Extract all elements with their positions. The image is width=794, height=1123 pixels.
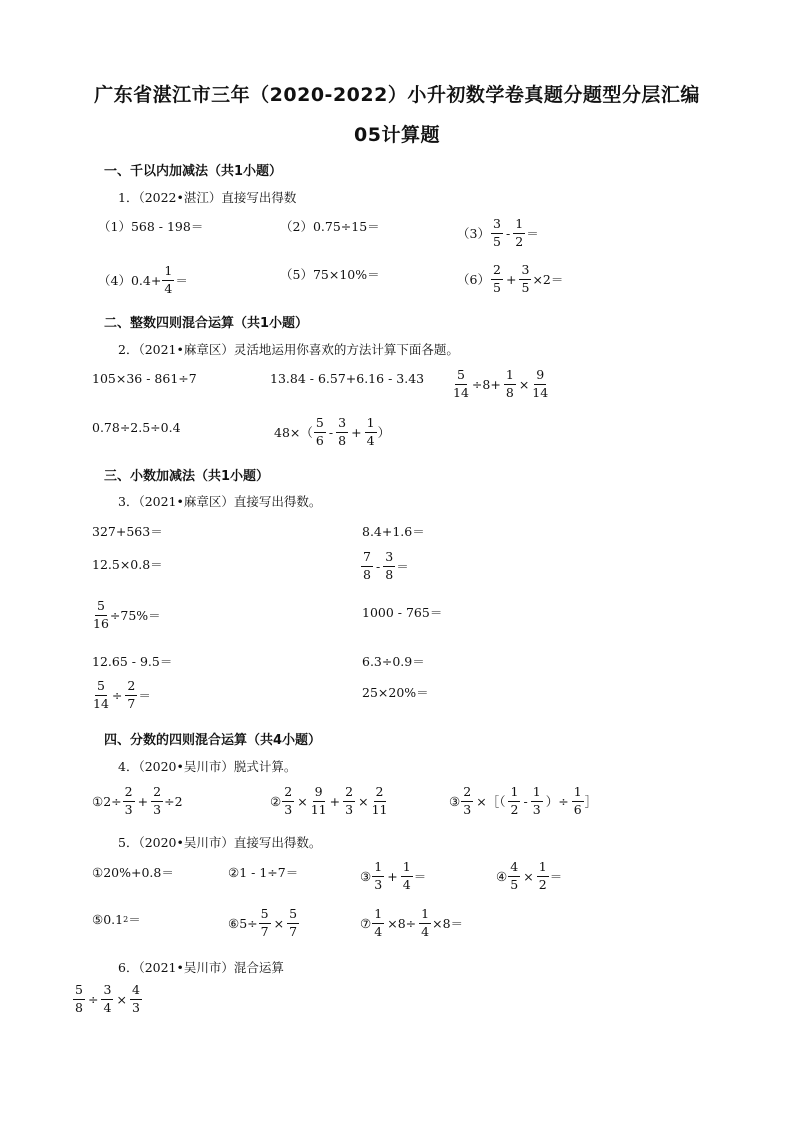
equals: ＝	[549, 869, 563, 884]
fraction	[130, 984, 142, 1014]
denominator: 3	[153, 801, 162, 817]
s1-item-2: （2）0.75÷15＝	[280, 219, 380, 234]
denominator: 3	[374, 876, 383, 892]
operator: -	[376, 558, 381, 574]
item-prefix: ②	[270, 793, 282, 809]
numerator: 1	[372, 861, 384, 877]
operator: ×	[523, 868, 534, 884]
fraction	[572, 786, 584, 816]
item-prefix: （4）0.4+	[98, 273, 162, 288]
item-suffix: ）	[377, 425, 391, 440]
numerator: 7	[361, 551, 373, 567]
numerator: 2	[491, 264, 503, 280]
numerator: 2	[461, 786, 473, 802]
denominator: 14	[93, 695, 109, 711]
page-subtitle: 05计算题	[354, 124, 440, 146]
s3-item-g: 12.65 - 9.5＝	[92, 654, 173, 669]
operator: ×8÷	[387, 915, 417, 931]
operator: -	[505, 225, 511, 241]
q5-item-1: ①20%+0.8＝	[92, 865, 174, 880]
fraction	[453, 369, 469, 399]
operator: +	[387, 868, 398, 884]
s1-item-4	[98, 265, 188, 295]
numerator: 2	[374, 786, 386, 802]
fraction	[383, 551, 395, 581]
denominator: 5	[492, 233, 501, 249]
denominator: 3	[463, 801, 472, 817]
denominator: 11	[310, 801, 327, 817]
fraction	[365, 417, 377, 447]
denominator: 4	[366, 432, 375, 448]
operator: ×	[116, 991, 127, 1007]
fraction	[419, 908, 431, 938]
denominator: 16	[93, 615, 109, 631]
denominator: 14	[453, 384, 469, 400]
fraction	[504, 369, 516, 399]
numerator: 1	[572, 786, 584, 802]
q6-item-1	[72, 984, 143, 1014]
fraction	[311, 786, 327, 816]
fraction	[343, 786, 355, 816]
numerator: 2	[343, 786, 355, 802]
item-prefix: 48×（	[274, 425, 313, 440]
numerator: 1	[513, 218, 525, 234]
denominator: 8	[338, 432, 347, 448]
denominator: 5	[492, 279, 501, 295]
denominator: 6	[315, 432, 324, 448]
item-suffix: ÷75%＝	[109, 608, 161, 623]
q5-item-3	[360, 861, 426, 891]
equals: ＝	[175, 273, 188, 288]
numerator: 1	[537, 861, 549, 877]
fraction	[282, 786, 294, 816]
item-suffix: ×8＝	[432, 916, 464, 931]
item-prefix: ⑦	[360, 915, 372, 931]
numerator: 3	[101, 984, 113, 1000]
fraction	[532, 369, 548, 399]
numerator: 1	[365, 417, 377, 433]
item-suffix: ］	[584, 794, 598, 809]
operator: +	[329, 793, 341, 809]
denominator: 3	[124, 801, 133, 817]
s1-item-6	[457, 264, 563, 294]
denominator: 8	[363, 566, 371, 582]
operator: ×	[518, 376, 530, 392]
item-prefix: （6）	[457, 272, 490, 287]
item-prefix: ③	[449, 793, 461, 809]
denominator: 4	[402, 876, 411, 892]
fraction	[287, 908, 299, 938]
denominator: 7	[127, 695, 136, 711]
denominator: 4	[374, 923, 383, 939]
denominator: 14	[532, 384, 549, 400]
fraction	[537, 861, 549, 891]
fraction	[162, 265, 174, 295]
s3-item-b: 8.4+1.6＝	[362, 524, 425, 539]
denominator: 3	[532, 801, 541, 817]
equals: ＝	[526, 226, 539, 241]
numerator: 2	[123, 786, 135, 802]
numerator: 9	[534, 369, 546, 385]
question-5-stem: 5．（2020•吴川市）直接写出得数。	[118, 835, 322, 850]
operator: ÷	[111, 687, 123, 703]
q5-item-6	[228, 908, 300, 938]
operator: ÷8+	[471, 376, 501, 392]
item-prefix: ④	[496, 868, 508, 884]
numerator: 3	[383, 551, 395, 567]
numerator: 3	[491, 218, 503, 234]
fraction	[531, 786, 543, 816]
s3-item-a: 327+563＝	[92, 524, 163, 539]
equals: ＝	[138, 688, 151, 703]
fraction	[508, 861, 520, 891]
numerator: 1	[372, 908, 384, 924]
denominator: 2	[510, 801, 519, 817]
s3-item-j: 25×20%＝	[362, 685, 429, 700]
numerator: 1	[401, 861, 413, 877]
item-prefix: ⑥5÷	[228, 915, 258, 931]
fraction	[93, 680, 109, 710]
item-prefix: ①2÷	[92, 793, 122, 809]
denominator: 2	[538, 876, 547, 892]
operator: ×	[273, 915, 285, 931]
s1-item-5: （5）75×10%＝	[280, 267, 380, 282]
numerator: 5	[455, 369, 467, 385]
fraction	[513, 218, 525, 248]
page-title: 广东省湛江市三年（2020-2022）小升初数学卷真题分题型分层汇编	[94, 84, 700, 106]
q4-item-3	[449, 786, 597, 816]
operator: ÷	[88, 991, 99, 1007]
denominator: 8	[505, 384, 514, 400]
fraction	[491, 264, 503, 294]
q4-item-1	[92, 786, 183, 816]
numerator: 2	[125, 680, 137, 696]
operator: ×	[297, 793, 308, 809]
q4-item-2	[270, 786, 388, 816]
question-3-stem: 3．（2021•麻章区）直接写出得数。	[118, 494, 322, 509]
item-prefix: ⑤0.1	[92, 911, 124, 927]
operator: -	[328, 424, 334, 440]
numerator: 5	[314, 417, 326, 433]
numerator: 1	[162, 265, 174, 281]
q5-item-7	[360, 908, 463, 938]
denominator: 4	[421, 923, 430, 939]
question-4-stem: 4．（2020•吴川市）脱式计算。	[118, 759, 297, 774]
fraction	[123, 786, 135, 816]
denominator: 7	[260, 923, 269, 939]
numerator: 3	[336, 417, 348, 433]
numerator: 5	[95, 600, 107, 616]
fraction	[125, 680, 137, 710]
fraction	[491, 218, 503, 248]
equals: ＝	[128, 912, 141, 927]
denominator: 5	[521, 279, 530, 295]
fraction	[93, 600, 109, 630]
s2-item-b: 13.84 - 6.57+6.16 - 3.43	[270, 371, 425, 386]
q5-item-4	[496, 861, 562, 891]
s3-item-i	[92, 680, 151, 710]
operator: ）÷	[545, 794, 569, 809]
numerator: 9	[313, 786, 325, 802]
fraction	[461, 786, 473, 816]
exponent: 2	[123, 914, 129, 924]
denominator: 4	[103, 999, 112, 1015]
section-heading-3: 三、小数加减法（共1小题）	[104, 469, 270, 484]
denominator: 3	[131, 999, 140, 1015]
question-1-stem: 1．（2022•湛江）直接写出得数	[118, 190, 297, 205]
numerator: 1	[531, 786, 543, 802]
numerator: 5	[73, 984, 85, 1000]
equals: ＝	[413, 869, 427, 884]
numerator: 1	[419, 908, 431, 924]
s2-item-d: 0.78÷2.5÷0.4	[92, 420, 181, 435]
fraction	[336, 417, 348, 447]
fraction	[508, 786, 520, 816]
operator: -	[523, 793, 528, 809]
numerator: 3	[519, 264, 531, 280]
denominator: 6	[573, 801, 582, 817]
denominator: 5	[510, 876, 519, 892]
fraction	[372, 786, 388, 816]
q5-item-5	[92, 910, 141, 928]
s2-item-a: 105×36 - 861÷7	[92, 371, 197, 386]
section-heading-4: 四、分数的四则混合运算（共4小题）	[104, 733, 322, 748]
fraction	[519, 264, 531, 294]
section-heading-2: 二、整数四则混合运算（共1小题）	[104, 316, 309, 331]
q5-item-2: ②1 - 1÷7＝	[228, 865, 299, 880]
s2-item-e	[274, 417, 390, 447]
item-suffix: ÷2	[164, 793, 183, 809]
numerator: 5	[287, 908, 299, 924]
numerator: 4	[130, 984, 142, 1000]
denominator: 8	[385, 566, 394, 582]
denominator: 3	[345, 801, 354, 817]
numerator: 1	[508, 786, 520, 802]
item-suffix: ×2＝	[532, 272, 564, 287]
fraction	[259, 908, 271, 938]
fraction	[73, 984, 85, 1014]
fraction	[401, 861, 413, 891]
numerator: 5	[259, 908, 271, 924]
numerator: 5	[95, 680, 107, 696]
s1-item-3	[457, 218, 539, 248]
numerator: 2	[151, 786, 163, 802]
denominator: 4	[164, 280, 173, 296]
question-2-stem: 2．（2021•麻章区）灵活地运用你喜欢的方法计算下面各题。	[118, 342, 459, 357]
fraction	[314, 417, 326, 447]
denominator: 2	[515, 233, 524, 249]
operator: +	[505, 271, 517, 287]
fraction	[151, 786, 163, 816]
numerator: 1	[504, 369, 516, 385]
operator: ×	[358, 793, 369, 809]
s3-item-h: 6.3÷0.9＝	[362, 654, 425, 669]
numerator: 4	[508, 861, 520, 877]
denominator: 11	[371, 801, 388, 817]
denominator: 7	[289, 923, 298, 939]
numerator: 2	[282, 786, 294, 802]
s1-item-1: （1）568 - 198＝	[98, 219, 204, 234]
s3-item-d	[360, 551, 409, 581]
denominator: 3	[284, 801, 293, 817]
item-prefix: （3）	[457, 226, 490, 241]
operator: +	[351, 424, 362, 440]
item-prefix: ③	[360, 868, 372, 884]
question-6-stem: 6．（2021•吴川市）混合运算	[118, 960, 284, 975]
fraction	[372, 908, 384, 938]
s2-item-c	[452, 369, 549, 399]
equals: ＝	[396, 559, 409, 574]
s3-item-c: 12.5×0.8＝	[92, 557, 163, 572]
section-heading-1: 一、千以内加减法（共1小题）	[104, 164, 283, 179]
operator: ×［（	[476, 794, 506, 809]
s3-item-f: 1000 - 765＝	[362, 605, 443, 620]
s3-item-e	[92, 600, 161, 630]
fraction	[361, 551, 373, 581]
fraction	[372, 861, 384, 891]
fraction	[101, 984, 113, 1014]
operator: +	[137, 793, 149, 809]
denominator: 8	[75, 999, 83, 1015]
